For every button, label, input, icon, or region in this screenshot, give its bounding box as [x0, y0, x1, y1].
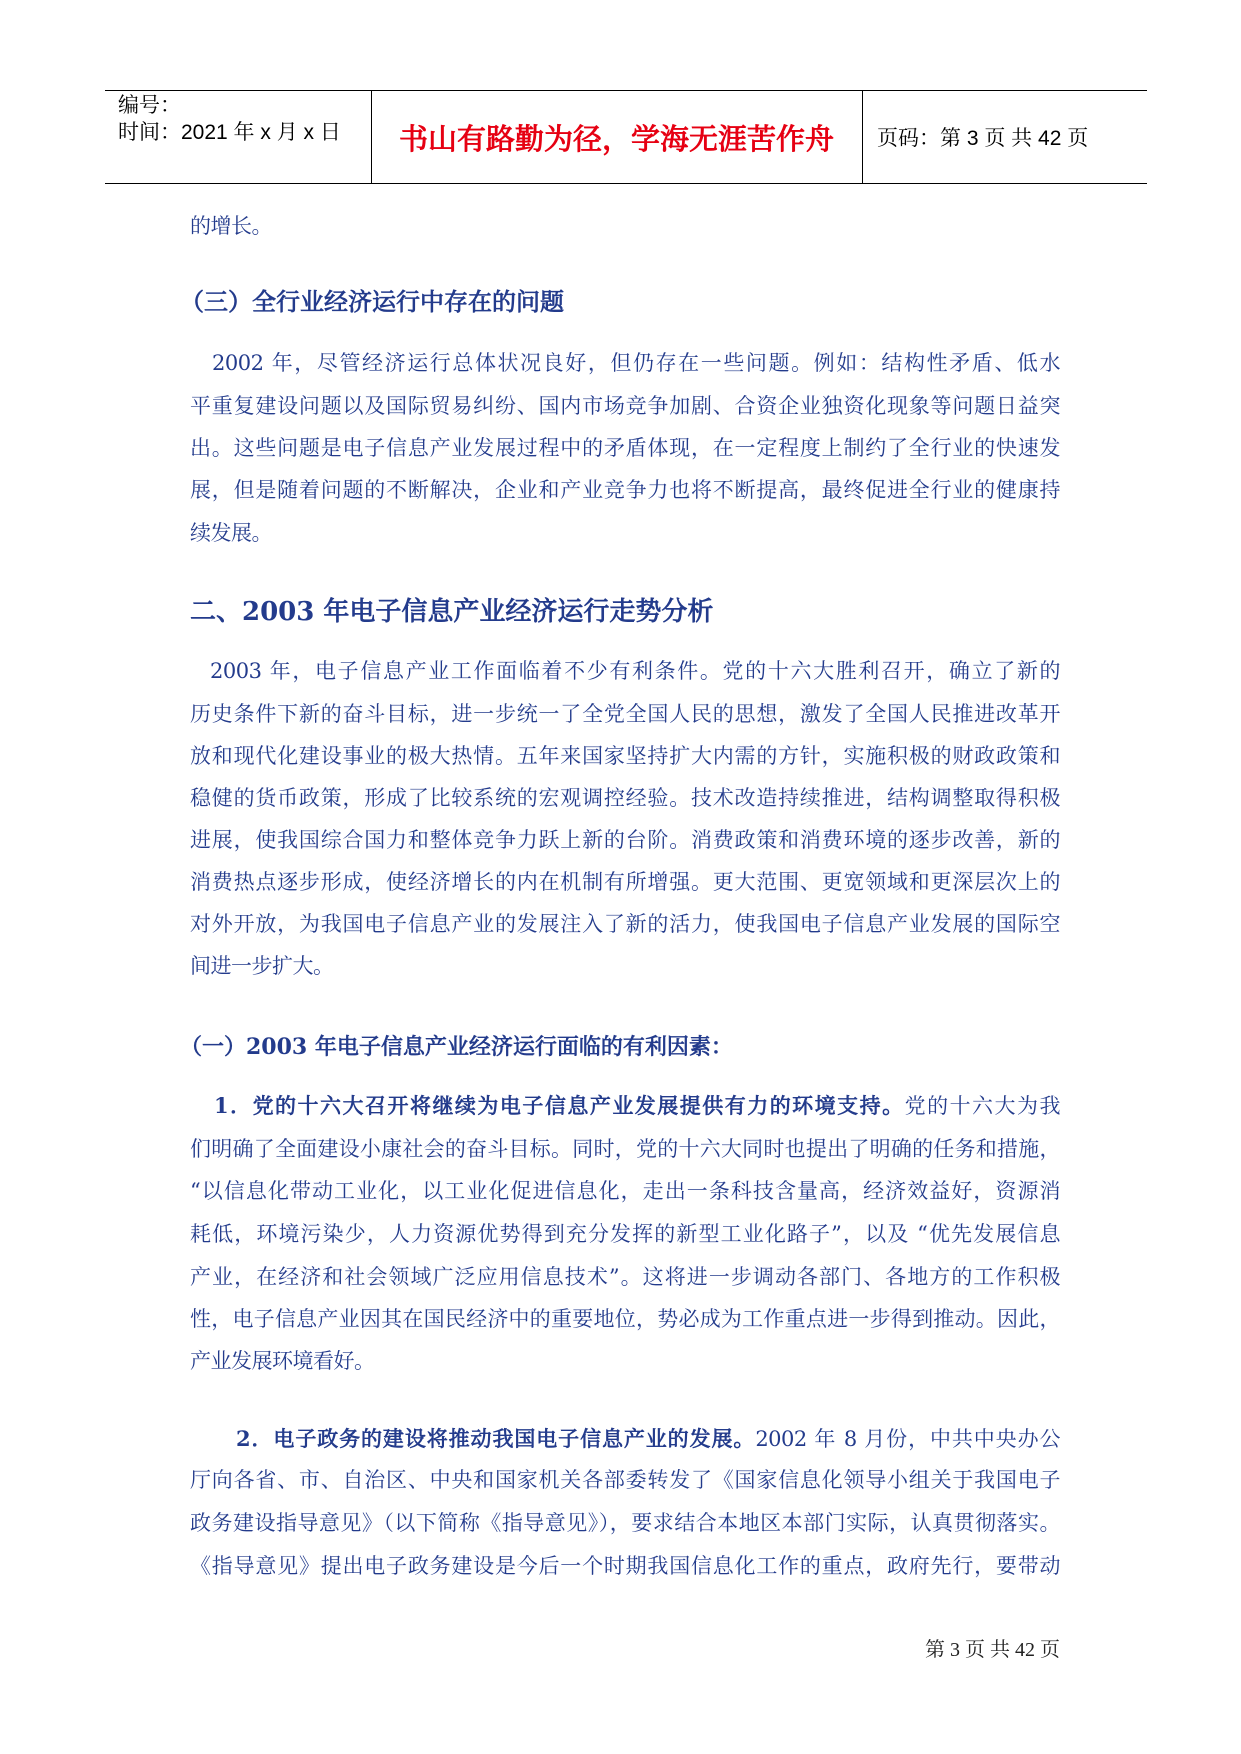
body-text-line: 厅向各省、市、自治区、中央和国家机关各部委转发了《国家信息化领导小组关于我国电子: [190, 1468, 1060, 1492]
body-text-line: 产业发展环境看好。: [190, 1349, 375, 1373]
body-text-line: 间进一步扩大。: [190, 954, 334, 978]
item-lead-line: [214, 1090, 1060, 1122]
chapter-heading: 二、2003 年电子信息产业经济运行走势分析: [190, 597, 714, 627]
body-text-line: 历史条件下新的奋斗目标，进一步统一了全党全国人民的思想，激发了全国人民推进改革开: [190, 702, 1060, 726]
header-top-rule: [105, 90, 1147, 91]
time-label: 时间：2021 年 x 月 x 日: [118, 121, 341, 144]
header-motto: 书山有路勤为径，学海无涯苦作舟: [398, 122, 834, 156]
header-page-label: 页码：第 3 页 共 42 页: [877, 127, 1089, 150]
body-text-line: 们明确了全面建设小康社会的奋斗目标。同时，党的十六大同时也提出了明确的任务和措施，: [190, 1137, 1060, 1161]
body-text-line: 政务建设指导意见》（以下简称《指导意见》），要求结合本地区本部门实际，认真贯彻落实。: [190, 1511, 1060, 1535]
body-text-line: 2002 年，尽管经济运行总体状况良好，但仍存在一些问题。例如：结构性矛盾、低水: [212, 351, 1060, 375]
body-text-line: 稳健的货币政策，形成了比较系统的宏观调控经验。技术改造持续推进，结构调整取得积极: [190, 786, 1060, 810]
body-text-line: 续发展。: [190, 521, 272, 545]
subsection-heading: （一）2003 年电子信息产业经济运行面临的有利因素：: [180, 1034, 733, 1060]
body-text-line: 2003 年，电子信息产业工作面临着不少有利条件。党的十六大胜利召开，确立了新的: [210, 659, 1060, 683]
body-text-line: 对外开放，为我国电子信息产业的发展注入了新的活力，使我国电子信息产业发展的国际空: [190, 912, 1060, 936]
item-lead-line: [236, 1423, 1060, 1455]
page-number-footer: 第 3 页 共 42 页: [925, 1639, 1060, 1661]
body-text-line: 展，但是随着问题的不断解决，企业和产业竞争力也将不断提高，最终促进全行业的健康持: [190, 478, 1060, 502]
body-text-line: 耗低，环境污染少，人力资源优势得到充分发挥的新型工业化路子”，以及 “优先发展信息: [190, 1222, 1060, 1246]
serial-number-label: 编号：: [118, 94, 181, 117]
body-text-line: 性，电子信息产业因其在国民经济中的重要地位，势必成为工作重点进一步得到推动。因此，: [190, 1307, 1060, 1331]
item-lead-rest: 2002 年 8 月份，中共中央办公: [755, 1427, 1060, 1451]
body-text-line: 进展，使我国综合国力和整体竞争力跃上新的台阶。消费政策和消费环境的逐步改善，新的: [190, 828, 1060, 852]
body-text-line: 放和现代化建设事业的极大热情。五年来国家坚持扩大内需的方针，实施积极的财政政策和: [190, 744, 1060, 768]
item-lead-rest: 党的十六大为我: [904, 1094, 1061, 1118]
section-heading: （三）全行业经济运行中存在的问题: [180, 287, 564, 316]
body-text-line: 消费热点逐步形成，使经济增长的内在机制有所增强。更大范围、更宽领域和更深层次上的: [190, 870, 1060, 894]
body-text-line: 平重复建设问题以及国际贸易纠纷、国内市场竞争加剧、合资企业独资化现象等问题日益突: [190, 394, 1060, 418]
header-divider-right: [862, 90, 863, 184]
body-text-line: 《指导意见》提出电子政务建设是今后一个时期我国信息化工作的重点，政府先行，要带动: [190, 1554, 1060, 1578]
item-lead-bold: 1．党的十六大召开将继续为电子信息产业发展提供有力的环境支持。: [214, 1093, 905, 1118]
body-text-line: 的增长。: [190, 214, 272, 238]
body-text-line: 出。这些问题是电子信息产业发展过程中的矛盾体现，在一定程度上制约了全行业的快速发: [190, 436, 1060, 460]
header-bottom-rule: [105, 183, 1147, 184]
body-text-line: 产业，在经济和社会领域广泛应用信息技术”。这将进一步调动各部门、各地方的工作积极: [190, 1265, 1060, 1289]
item-lead-bold: 2．电子政务的建设将推动我国电子信息产业的发展。: [236, 1426, 756, 1451]
body-text-line: “以信息化带动工业化，以工业化促进信息化，走出一条科技含量高，经济效益好，资源消: [190, 1179, 1060, 1203]
